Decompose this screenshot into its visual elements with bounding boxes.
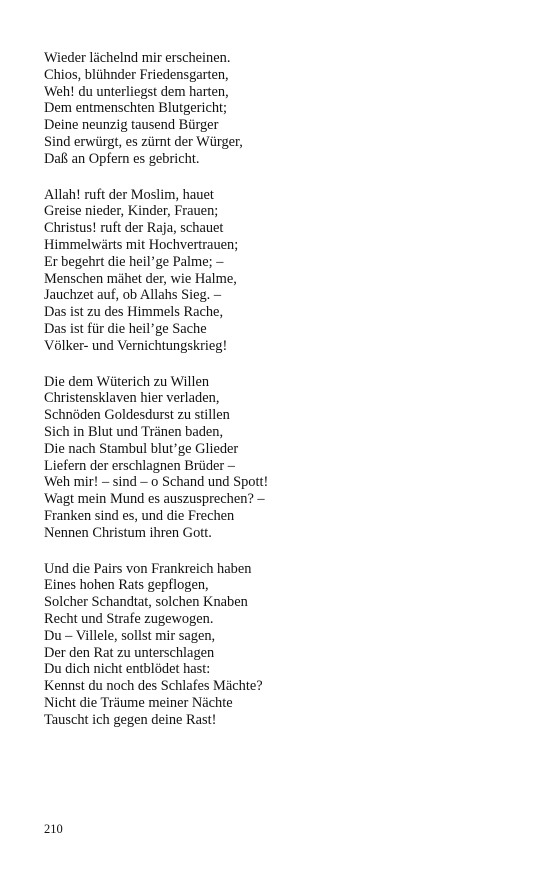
poem-line: Weh! du unterliegst dem harten, — [44, 83, 229, 100]
poem-line: Himmelwärts mit Hochvertrauen; — [44, 236, 239, 253]
poem-line: Deine neunzig tausend Bürger — [44, 117, 219, 134]
poem-line: Eines hohen Rats gepflogen, — [44, 577, 209, 594]
poem-line: Die dem Wüterich zu Willen — [44, 373, 210, 390]
poem-line: Kennst du noch des Schlafes Mächte? — [44, 678, 263, 695]
poem-line: Allah! ruft der Moslim, hauet — [44, 186, 214, 203]
stanza-3 — [44, 374, 514, 542]
poem-line: Sind erwürgt, es zürnt der Würger, — [44, 133, 243, 150]
poem-line: Greise nieder, Kinder, Frauen; — [44, 203, 219, 220]
poem-line: Weh mir! – sind – o Schand und Spott! — [44, 474, 269, 491]
poem-line: Sich in Blut und Tränen baden, — [44, 423, 224, 440]
poem-line: Dem entmenschten Blutgericht; — [44, 100, 228, 117]
poem-line: Christensklaven hier verladen, — [44, 390, 220, 407]
poem-line: Tauscht ich gegen deine Rast! — [44, 711, 217, 728]
poem-line: Liefern der erschlagnen Brüder – — [44, 457, 235, 474]
poem-line: Solcher Schandtat, solchen Knaben — [44, 594, 248, 611]
poem-line: Du dich nicht entblödet hast: — [44, 661, 211, 678]
poem-line: Chios, blühnder Friedensgarten, — [44, 66, 229, 83]
stanza-1 — [44, 50, 514, 168]
stanza-2 — [44, 187, 514, 355]
poem-line: Christus! ruft der Raja, schauet — [44, 220, 224, 237]
poem-line: Du – Villele, sollst mir sagen, — [44, 627, 216, 644]
poem-line: Nennen Christum ihren Gott. — [44, 524, 212, 541]
poem-line: Das ist zu des Himmels Rache, — [44, 304, 224, 321]
poem-line: Der den Rat zu unterschlagen — [44, 644, 215, 661]
stanza-4 — [44, 561, 514, 729]
poem-line: Menschen mähet der, wie Halme, — [44, 270, 237, 287]
poem-body — [44, 50, 514, 747]
poem-line: Franken sind es, und die Frechen — [44, 507, 235, 524]
poem-line: Recht und Strafe zugewogen. — [44, 610, 214, 627]
poem-line: Völker- und Vernichtungskrieg! — [44, 337, 228, 354]
page-number: 210 — [44, 822, 63, 836]
poem-line: Und die Pairs von Frankreich haben — [44, 560, 252, 577]
poem-line: Wieder lächelnd mir erscheinen. — [44, 50, 231, 66]
poem-line: Wagt mein Mund es auszusprechen? – — [44, 491, 265, 508]
poem-line: Die nach Stambul blut’ge Glieder — [44, 440, 239, 457]
poem-line: Schnöden Goldesdurst zu stillen — [44, 407, 230, 424]
poem-line: Jauchzet auf, ob Allahs Sieg. – — [44, 287, 222, 304]
poem-line: Das ist für die heil’ge Sache — [44, 320, 207, 337]
poem-line: Daß an Opfern es gebricht. — [44, 150, 200, 167]
poem-line: Nicht die Träume meiner Nächte — [44, 694, 233, 711]
poem-line: Er begehrt die heil’ge Palme; – — [44, 253, 224, 270]
